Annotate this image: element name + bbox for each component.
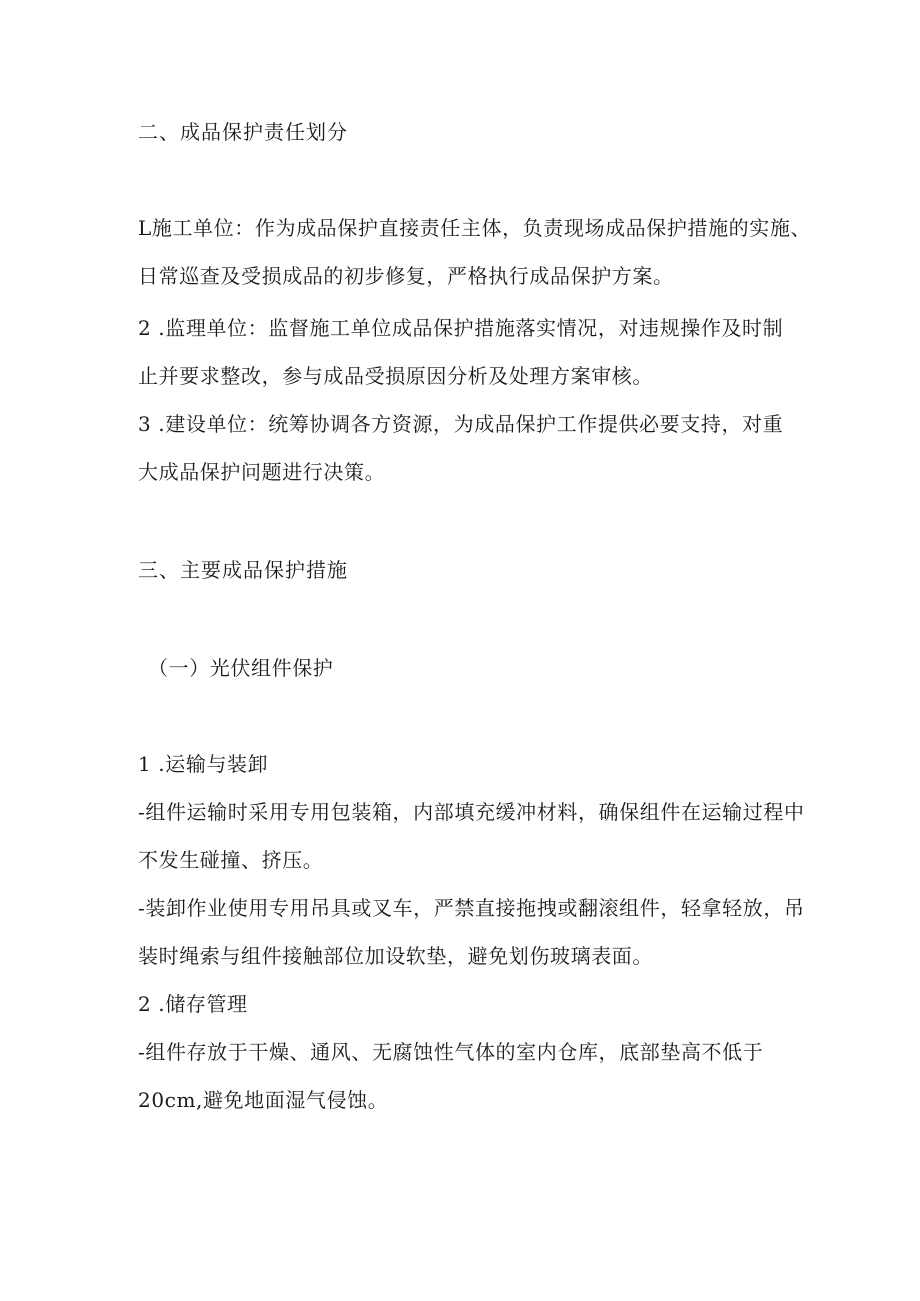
pv-module-protection-subheading: （一）光伏组件保护 bbox=[148, 656, 334, 680]
storage-p1-line-2: 20cm,避免地面湿气侵蚀。 bbox=[138, 1088, 389, 1112]
storage-title: 2 .储存管理 bbox=[138, 992, 248, 1016]
transport-p1-line-1: -组件运输时采用专用包装箱，内部填充缓冲材料，确保组件在运输过程中 bbox=[138, 800, 805, 824]
item-2-line-2: 止并要求整改，参与成品受损原因分析及处理方案审核。 bbox=[138, 364, 653, 388]
transport-p2-line-2: 装时绳索与组件接触部位加设软垫，避免划伤玻璃表面。 bbox=[138, 944, 653, 968]
storage-p1-line-1: -组件存放于干燥、通风、无腐蚀性气体的室内仓库，底部垫高不低于 bbox=[138, 1040, 764, 1064]
section-2-heading: 二、成品保护责任划分 bbox=[138, 120, 348, 144]
item-1-line-1: L施工单位：作为成品保护直接责任主体，负责现场成品保护措施的实施、 bbox=[138, 216, 812, 240]
item-3-line-2: 大成品保护问题进行决策。 bbox=[138, 460, 386, 484]
transport-p1-line-2: 不发生碰撞、挤压。 bbox=[138, 848, 324, 872]
item-2-line-1: 2 .监理单位：监督施工单位成品保护措施落实情况，对违规操作及时制 bbox=[138, 316, 784, 340]
item-3-line-1: 3 .建设单位：统筹协调各方资源，为成品保护工作提供必要支持，对重 bbox=[138, 412, 784, 436]
transport-title: 1 .运输与装卸 bbox=[138, 752, 269, 776]
item-1-line-2: 日常巡查及受损成品的初步修复，严格执行成品保护方案。 bbox=[138, 264, 674, 288]
section-3-heading: 三、主要成品保护措施 bbox=[138, 558, 348, 582]
transport-p2-line-1: -装卸作业使用专用吊具或叉车，严禁直接拖拽或翻滚组件，轻拿轻放，吊 bbox=[138, 896, 805, 920]
